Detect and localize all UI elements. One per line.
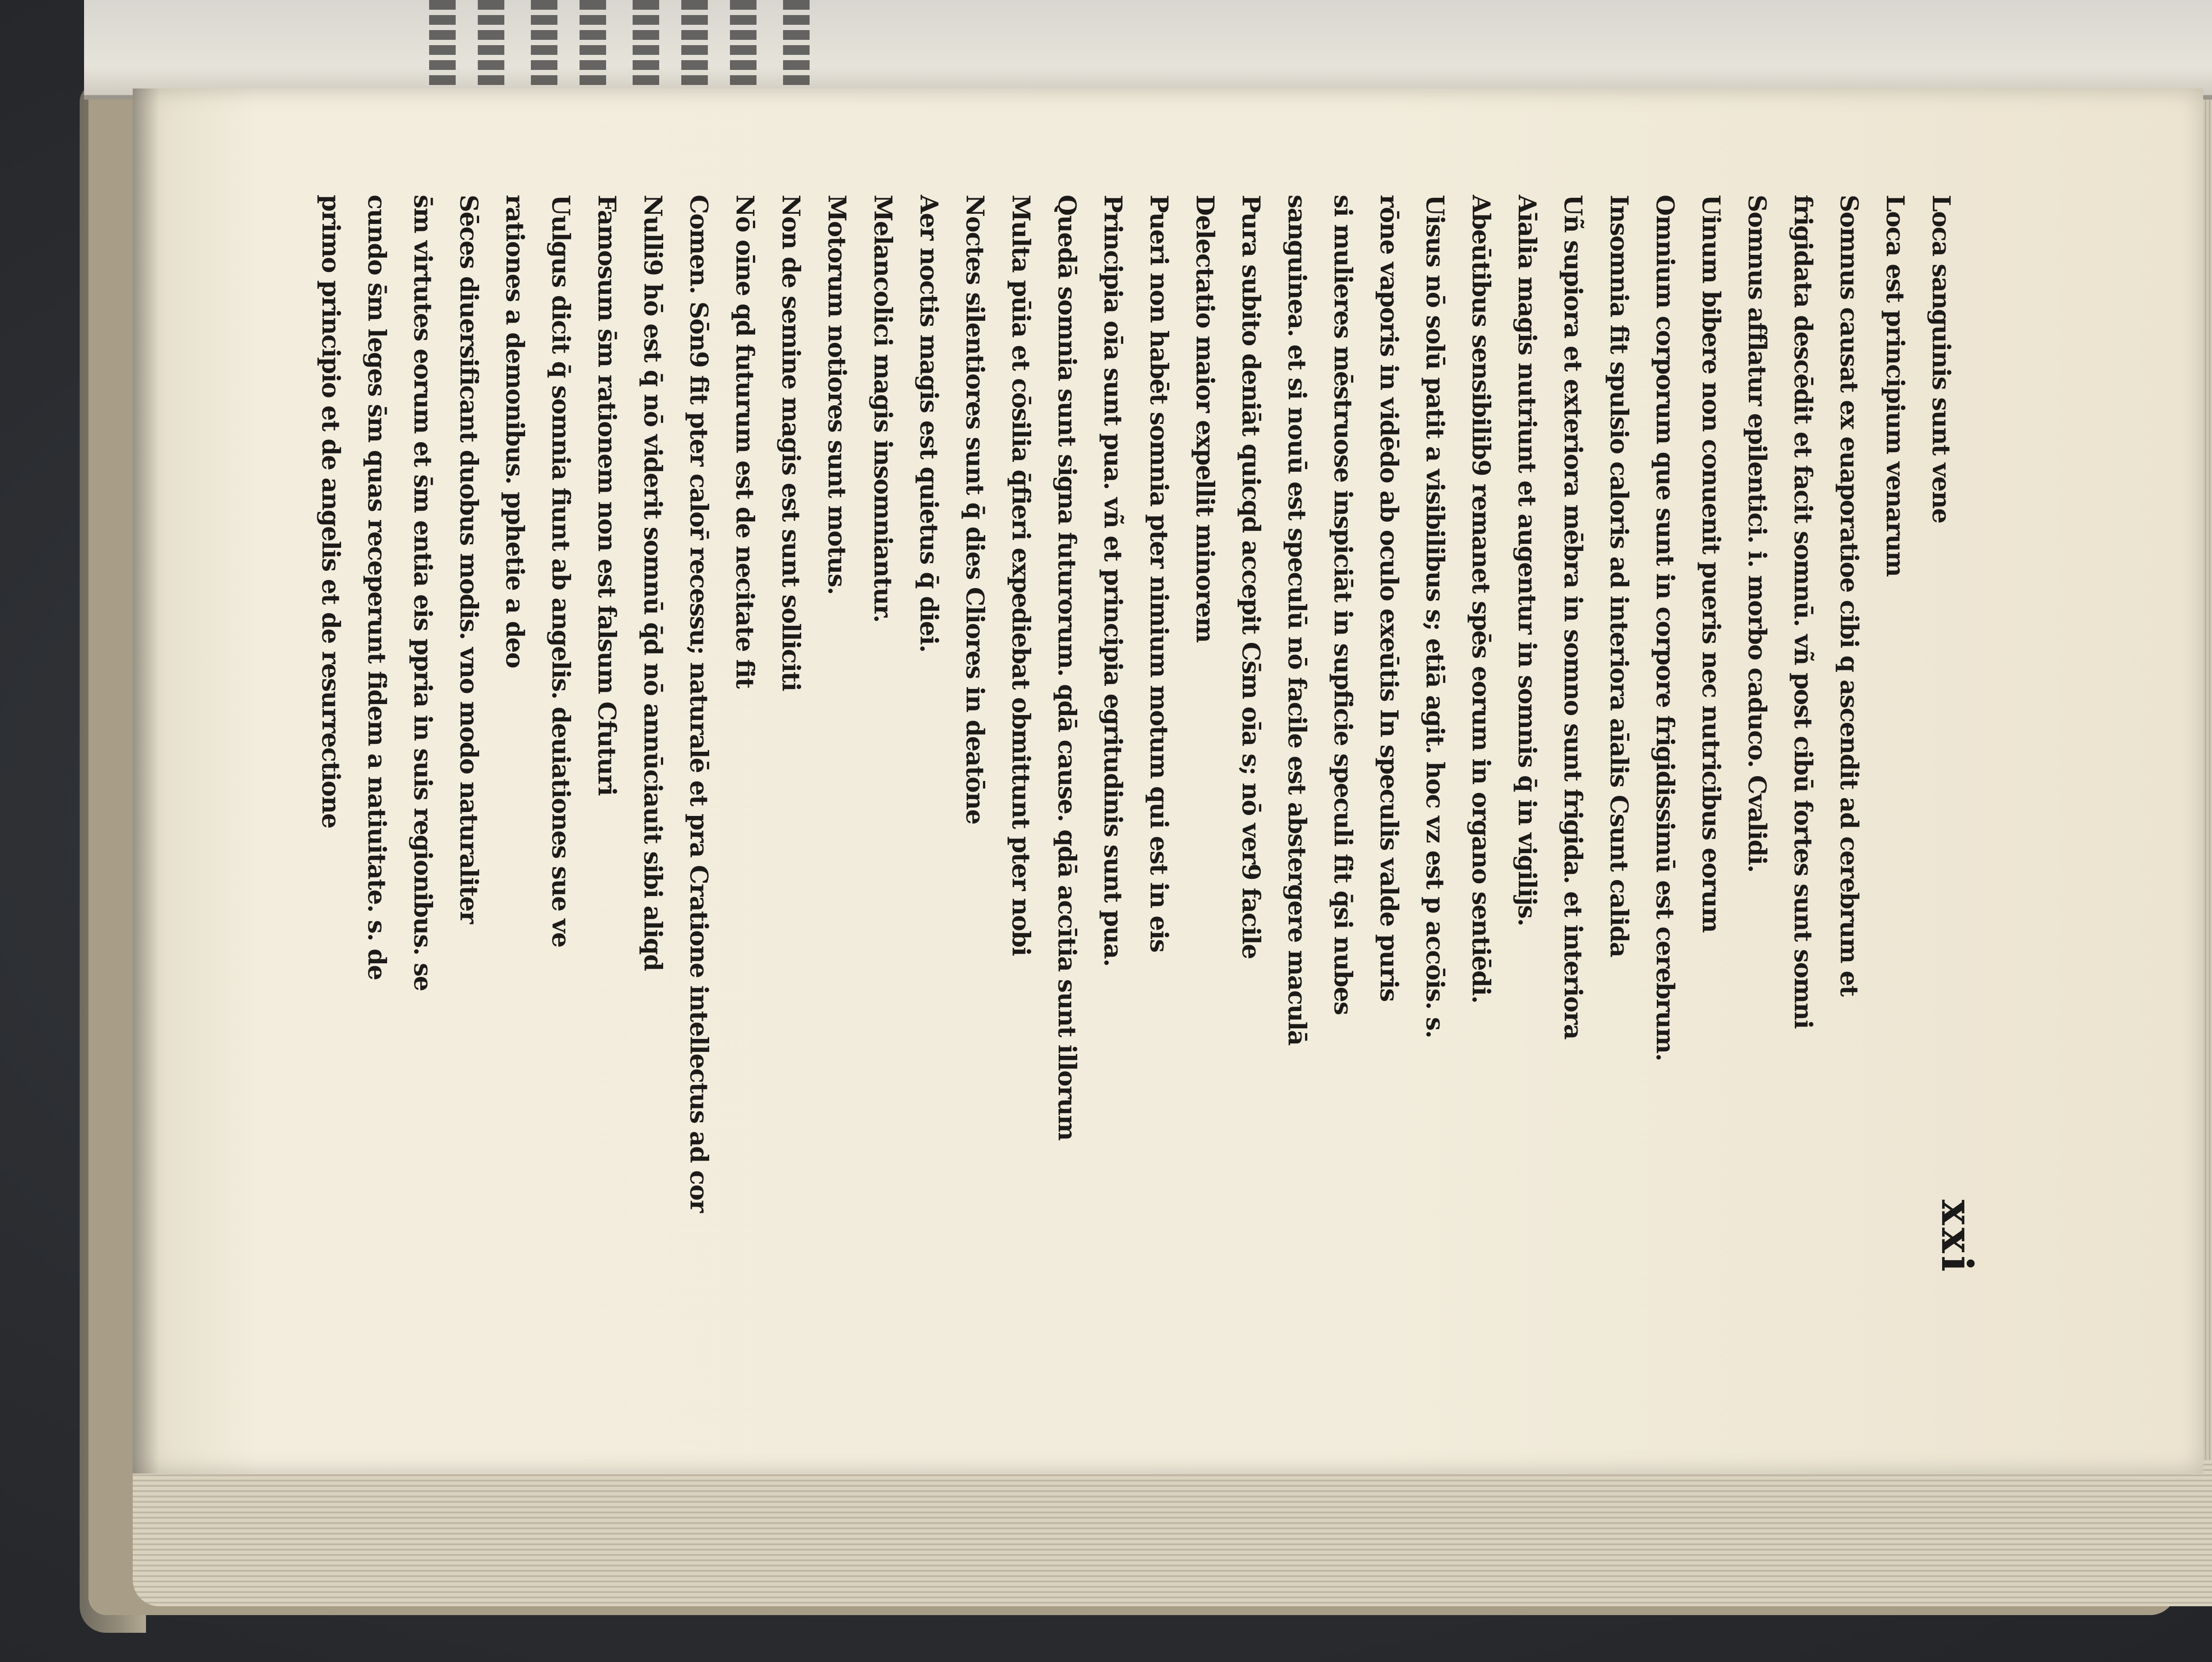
text-line: Sēces diuersificant duobus modis. vno modo naturaliter [455,195,484,923]
text-line: Pueri non habēt somnia pter nimium motum qui est in eis [1145,195,1174,952]
text-line: Pura subito deniāt quicqd accepit Cs̄m oīa s; nō ver9 facile [1237,195,1266,959]
text-line: Noctes silentiores sunt q̄ dies Cliores in deatōne [961,195,990,824]
text-line: Melancolici magis insomniantur. [869,195,898,623]
text-line: sanguinea. et si nouū est speculū nō facile est abstergere maculā [1283,195,1312,1046]
facing-page-text [429,0,827,88]
text-line: Loca sanguinis sunt vene [1927,195,1956,523]
page-edges-bottom [133,1460,2212,1606]
text-line: Quedā somnia sunt signa futurorum. qdā cause. qdā accītia sunt illorum [1053,195,1082,1140]
text-line: Motorum notiores sunt motus. [823,195,852,595]
text-line: Loca est principium venarum [1881,195,1910,577]
text-line: Delectatio maior expellit minorem [1191,195,1220,642]
text-line: Insomnia fit spulsio caloris ad interiora aīalis Csunt calida [1605,195,1634,957]
facing-page-edge [84,0,2212,100]
text-line: Somnus afflatur epilentici. i. morbo caduco. Cvalidi. [1743,195,1772,873]
text-line: frigidata descēdit et facit somnū. vñ post cibū fortes sunt somni [1789,195,1818,1029]
text-line: si mulieres mēstruose inspiciāt in supficie speculi fit q̄si nubes [1329,195,1358,1015]
page-gutter-shadow [133,88,159,1473]
text-line: cundo s̄m leges s̄m quas receperunt fidem a natiuitate. s. de [363,195,392,980]
text-line: Comen. Sōn9 fit pter calor̄ recessu; naturalē et pra Cratione intellectus ad cor [685,195,714,1212]
text-line: primo principio et de angelis et de resurrectione [317,195,346,828]
text-line: Uinum bibere non conuenit pueris nec nutricibus eorum [1697,195,1726,933]
text-line: Multa pūia et cōsilia q̄fieri expediebat obmittunt pter nobi [1007,195,1036,956]
text-line: s̄m virtutes eorum et s̄m entia eis ppria in suis regionibus. se [409,195,438,991]
folio-number: xxi [1932,1200,1982,1274]
text-line: Principia oīa sunt pua. vñ et principia egritudinis sunt pua. [1099,195,1128,966]
text-line: Omnium corporum que sunt in corpore frigidissimū est cerebrum. [1651,195,1680,1061]
text-line: Nō oīne qd futurum est de necitate fit [731,195,760,689]
text-line: Abeūtibus sensibilib9 remanet spēs eorum in organo sentiēdi. [1467,195,1496,1003]
text-line: Uisus nō solū patit a visibilibus s; etiā agit. hoc vz est p accōis. s. [1421,195,1450,1038]
text-line: Somnus causat ex euaporatioe cibi q ascendit ad cerebrum et [1835,195,1864,996]
text-line: rōne vaporis in vidēdo ab oculo exeūtis In speculis valde puris [1375,195,1404,1001]
text-line: Uulgus dicit q̄ somnia fiunt ab angelis. deuiationes sue ve [547,195,576,947]
text-line: Nulli9 hō est q̄ nō viderit somnū q̄d nō annūciauit sibi aliqd [639,195,668,971]
text-line: Aīalia magis nutriunt et augentur in somnis q̄ in vigilijs. [1513,195,1542,926]
text-line: rationes a demonibus. pphetie a deo [501,195,530,668]
printed-text-block [317,195,1982,1274]
text-lines [308,195,1964,1274]
text-line: Famosum s̄m rationem non est falsum Cfuturi [593,195,622,796]
text-line: Uñ supiora et exteriora mēbra in somno sunt frigida. et interiora [1559,195,1588,1039]
text-line: Non de semine magis est sunt solliciti [777,195,806,691]
text-line: Aer noctis magis est quietus q̄ diei. [915,195,944,652]
